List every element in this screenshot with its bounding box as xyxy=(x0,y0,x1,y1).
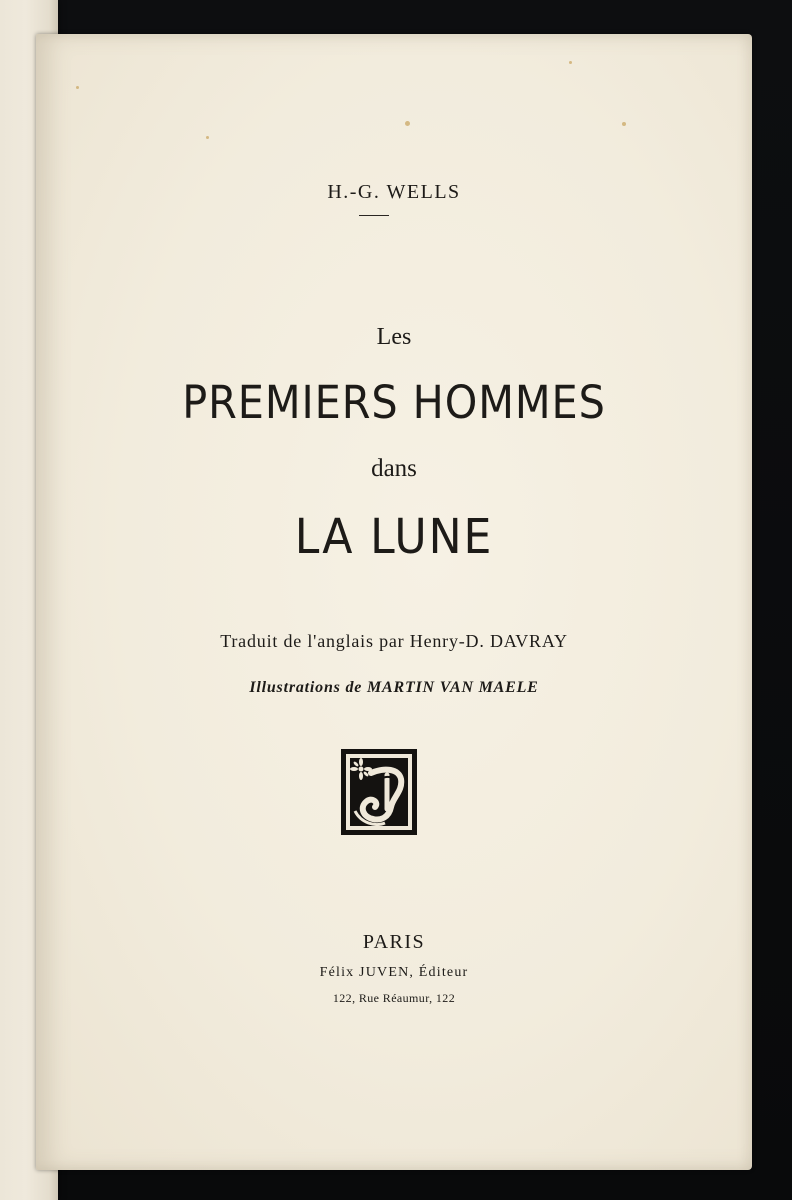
foxing-spot xyxy=(76,86,79,89)
imprint-city: PARIS xyxy=(362,931,426,953)
title-page xyxy=(36,34,752,1170)
translator-credit: Traduit de l'anglais par Henry-D. DAVRAY xyxy=(220,631,568,651)
foxing-spot xyxy=(622,122,626,126)
foxing-spot xyxy=(206,136,209,139)
title-preposition: dans xyxy=(371,455,417,482)
title-main-line: PREMIERS HOMMES xyxy=(182,376,606,429)
title-article: Les xyxy=(376,324,412,350)
author-name: H.-G. WELLS xyxy=(327,181,461,203)
foxing-spot xyxy=(569,61,572,64)
imprint-publisher: Félix JUVEN, Éditeur xyxy=(319,965,469,980)
title-second-line: LA LUNE xyxy=(294,509,494,565)
foxing-spot xyxy=(405,121,410,126)
publisher-monogram-icon xyxy=(341,749,417,835)
illustrator-credit: Illustrations de MARTIN VAN MAELE xyxy=(249,679,539,696)
author-underline xyxy=(359,215,389,216)
imprint-address: 122, Rue Réaumur, 122 xyxy=(332,991,456,1005)
